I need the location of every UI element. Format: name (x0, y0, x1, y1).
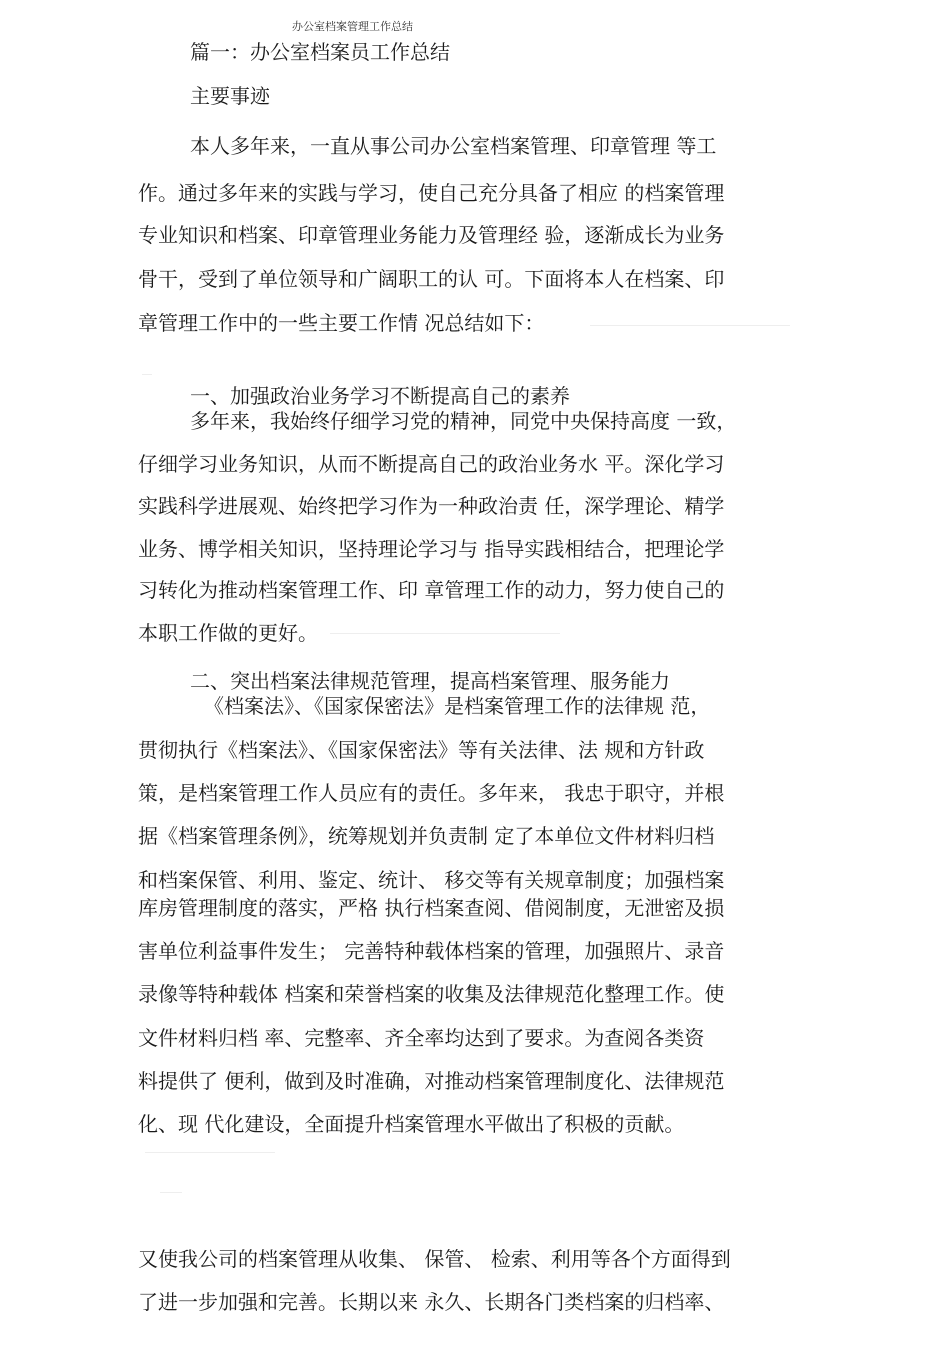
running-header: 办公室档案管理工作总结 (292, 20, 413, 33)
paragraph-line: 习转化为推动档案管理工作、印 章管理工作的动力，努力使自己的 (138, 578, 725, 602)
paragraph-line: 仔细学习业务知识，从而不断提高自己的政治业务水 平。深化学习 (138, 452, 725, 476)
paragraph-line: 《档案法》、《国家保密法》是档案管理工作的法律规 范， (204, 694, 711, 718)
paragraph-line: 据《档案管理条例》，统筹规划并负责制 定了本单位文件材料归档 (138, 824, 715, 848)
faint-mark (330, 633, 560, 634)
paragraph-line: 策，是档案管理工作人员应有的责任。多年来， 我忠于职守，并根 (138, 781, 725, 805)
subsection-heading-2: 二、突出档案法律规范管理，提高档案管理、服务能力 (190, 669, 670, 693)
paragraph-line: 化、现 代化建设，全面提升档案管理水平做出了积极的贡献。 (138, 1112, 685, 1136)
paragraph-line: 文件材料归档 率、完整率、齐全率均达到了要求。为查阅各类资 (138, 1026, 705, 1050)
subsection-heading-1: 一、加强政治业务学习不断提高自己的素养 (190, 384, 570, 408)
section-heading: 主要事迹 (190, 84, 270, 108)
paragraph-line: 业务、博学相关知识，坚持理论学习与 指导实践相结合，把理论学 (138, 537, 725, 561)
document-title: 篇一：办公室档案员工作总结 (190, 40, 450, 64)
paragraph-line: 又使我公司的档案管理从收集、 保管、 检索、利用等各个方面得到 (138, 1247, 731, 1271)
paragraph-line: 骨干，受到了单位领导和广阔职工的认 可。下面将本人在档案、印 (138, 267, 725, 291)
paragraph-line: 章管理工作中的一些主要工作情 况总结如下： (138, 311, 545, 335)
paragraph-line: 多年来，我始终仔细学习党的精神，同党中央保持高度 一致， (190, 409, 737, 433)
paragraph-line: 本职工作做的更好。 (138, 621, 318, 645)
faint-mark (142, 374, 152, 375)
paragraph-line: 录像等特种载体 档案和荣誉档案的收集及法律规范化整理工作。使 (138, 982, 725, 1006)
paragraph-line: 和档案保管、利用、鉴定、统计、 移交等有关规章制度；加强档案 (138, 868, 725, 892)
paragraph-line: 库房管理制度的落实，严格 执行档案查阅、借阅制度，无泄密及损 (138, 896, 725, 920)
paragraph-line: 专业知识和档案、印章管理业务能力及管理经 验，逐渐成长为业务 (138, 223, 725, 247)
paragraph-line: 料提供了 便利，做到及时准确，对推动档案管理制度化、法律规范 (138, 1069, 725, 1093)
faint-mark (145, 1152, 275, 1153)
paragraph-line: 害单位利益事件发生； 完善特种载体档案的管理，加强照片、录音 (138, 939, 725, 963)
faint-mark (160, 1192, 182, 1193)
paragraph-line: 了进一步加强和完善。长期以来 永久、长期各门类档案的归档率、 (138, 1290, 725, 1314)
paragraph-line: 实践科学进展观、始终把学习作为一种政治责 任，深学理论、精学 (138, 494, 725, 518)
paragraph-line: 作。通过多年来的实践与学习，使自己充分具备了相应 的档案管理 (138, 181, 725, 205)
paragraph-line: 本人多年来，一直从事公司办公室档案管理、印章管理 等工 (190, 134, 717, 158)
faint-mark (590, 325, 790, 326)
paragraph-line: 贯彻执行《档案法》、《国家保密法》等有关法律、法 规和方针政 (138, 738, 705, 762)
